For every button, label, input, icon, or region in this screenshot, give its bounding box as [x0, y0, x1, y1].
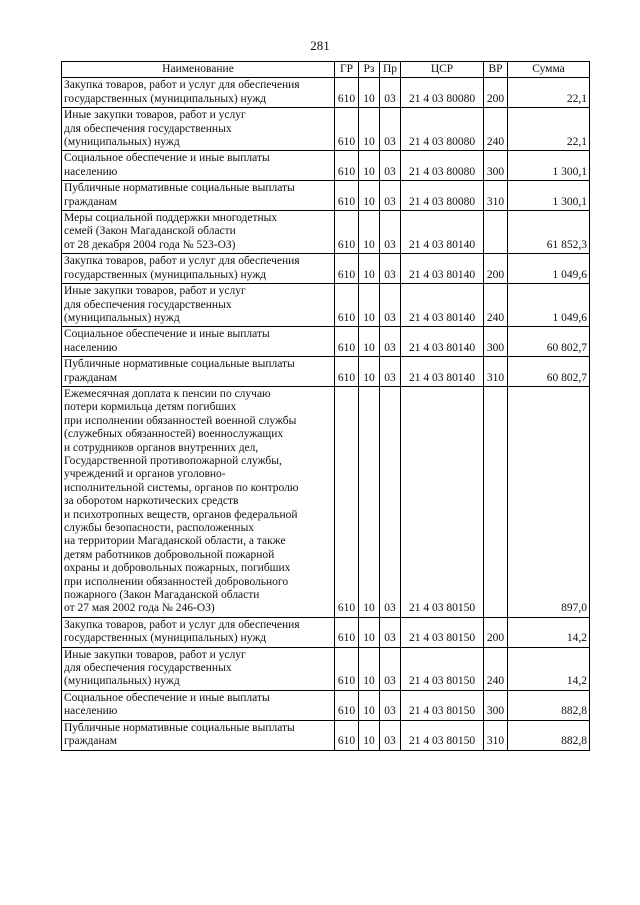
table-row [62, 720, 590, 750]
row-gr-cell: 610 [335, 78, 359, 108]
table-row [62, 181, 590, 211]
row-vr-cell: 240 [484, 284, 508, 327]
row-csr-cell: 21 4 03 80140 [401, 327, 484, 357]
row-vr-cell: 300 [484, 690, 508, 720]
row-gr-cell: 610 [335, 284, 359, 327]
row-rz-cell: 10 [359, 181, 380, 211]
row-sum-cell: 897,0 [508, 386, 590, 617]
column-header-csr: ЦСР [401, 62, 484, 78]
table-row [62, 617, 590, 647]
row-name-cell: Публичные нормативные социальные выплаты гражданам [62, 357, 335, 387]
column-header-vr: ВР [484, 62, 508, 78]
row-vr-cell [484, 211, 508, 254]
row-name-cell: Социальное обеспечение и иные выплаты населению [62, 151, 335, 181]
row-pr-cell: 03 [380, 211, 401, 254]
row-vr-cell: 240 [484, 108, 508, 151]
row-sum-cell: 1 049,6 [508, 254, 590, 284]
row-csr-cell: 21 4 03 80080 [401, 108, 484, 151]
row-vr-cell: 300 [484, 327, 508, 357]
row-name-cell: Иные закупки товаров, работ и услуг для обеспечения государственных (муниципальных) нужд [62, 647, 335, 690]
row-vr-cell: 310 [484, 720, 508, 750]
row-name-cell: Социальное обеспечение и иные выплаты населению [62, 327, 335, 357]
table-row [62, 690, 590, 720]
row-name-cell: Ежемесячная доплата к пенсии по случаю потери кормильца детям погибших при исполнении обязанностей военной службы (служебных обязанностей) военнослужащих и сотрудников органов внутренних дел, Государственной противопожарной службы, учреждений и органов уголовно- исполнительной системы, органов по контролю за оборотом наркотических средств и психотропных веществ, органов федеральной службы безопасности, расположенных на территории Магаданской области, а также детям работников добровольной пожарной охраны и добровольных пожарных, погибших при исполнении обязанностей добровольного пожарного (Закон Магаданской области от 27 мая 2002 года № 246-ОЗ) [62, 386, 335, 617]
budget-table [61, 61, 590, 751]
row-csr-cell: 21 4 03 80140 [401, 254, 484, 284]
table-row [62, 284, 590, 327]
row-rz-cell: 10 [359, 690, 380, 720]
row-name-cell: Закупка товаров, работ и услуг для обеспечения государственных (муниципальных) нужд [62, 254, 335, 284]
row-vr-cell: 310 [484, 181, 508, 211]
row-sum-cell: 61 852,3 [508, 211, 590, 254]
row-rz-cell: 10 [359, 327, 380, 357]
row-name-cell: Социальное обеспечение и иные выплаты населению [62, 690, 335, 720]
row-gr-cell: 610 [335, 108, 359, 151]
row-rz-cell: 10 [359, 211, 380, 254]
row-csr-cell: 21 4 03 80150 [401, 386, 484, 617]
row-vr-cell: 300 [484, 151, 508, 181]
row-gr-cell: 610 [335, 327, 359, 357]
row-gr-cell: 610 [335, 151, 359, 181]
row-csr-cell: 21 4 03 80080 [401, 78, 484, 108]
row-name-cell: Иные закупки товаров, работ и услуг для обеспечения государственных (муниципальных) нужд [62, 284, 335, 327]
row-sum-cell: 1 049,6 [508, 284, 590, 327]
row-gr-cell: 610 [335, 211, 359, 254]
row-vr-cell: 240 [484, 647, 508, 690]
row-sum-cell: 1 300,1 [508, 151, 590, 181]
row-rz-cell: 10 [359, 254, 380, 284]
row-rz-cell: 10 [359, 78, 380, 108]
row-pr-cell: 03 [380, 78, 401, 108]
row-sum-cell: 60 802,7 [508, 327, 590, 357]
row-pr-cell: 03 [380, 357, 401, 387]
row-rz-cell: 10 [359, 647, 380, 690]
row-gr-cell: 610 [335, 617, 359, 647]
row-pr-cell: 03 [380, 284, 401, 327]
column-header-pr: Пр [380, 62, 401, 78]
row-csr-cell: 21 4 03 80140 [401, 284, 484, 327]
row-vr-cell: 310 [484, 357, 508, 387]
row-csr-cell: 21 4 03 80080 [401, 151, 484, 181]
row-gr-cell: 610 [335, 357, 359, 387]
row-sum-cell: 60 802,7 [508, 357, 590, 387]
column-header-sum: Сумма [508, 62, 590, 78]
table-row [62, 211, 590, 254]
row-pr-cell: 03 [380, 690, 401, 720]
row-csr-cell: 21 4 03 80150 [401, 720, 484, 750]
row-name-cell: Публичные нормативные социальные выплаты гражданам [62, 720, 335, 750]
row-sum-cell: 22,1 [508, 78, 590, 108]
row-sum-cell: 882,8 [508, 720, 590, 750]
row-rz-cell: 10 [359, 108, 380, 151]
row-name-cell: Иные закупки товаров, работ и услуг для обеспечения государственных (муниципальных) нужд [62, 108, 335, 151]
row-rz-cell: 10 [359, 617, 380, 647]
table-header-row [62, 62, 590, 78]
row-pr-cell: 03 [380, 108, 401, 151]
row-name-cell: Закупка товаров, работ и услуг для обеспечения государственных (муниципальных) нужд [62, 78, 335, 108]
row-gr-cell: 610 [335, 720, 359, 750]
column-header-name: Наименование [62, 62, 335, 78]
row-csr-cell: 21 4 03 80140 [401, 357, 484, 387]
row-rz-cell: 10 [359, 357, 380, 387]
row-vr-cell: 200 [484, 254, 508, 284]
table-row [62, 647, 590, 690]
row-pr-cell: 03 [380, 327, 401, 357]
table-row [62, 108, 590, 151]
table-row [62, 386, 590, 617]
row-name-cell: Меры социальной поддержки многодетных семей (Закон Магаданской области от 28 декабря 2004 года № 523-ОЗ) [62, 211, 335, 254]
row-pr-cell: 03 [380, 254, 401, 284]
row-csr-cell: 21 4 03 80150 [401, 617, 484, 647]
row-sum-cell: 22,1 [508, 108, 590, 151]
row-csr-cell: 21 4 03 80150 [401, 690, 484, 720]
row-pr-cell: 03 [380, 647, 401, 690]
row-vr-cell [484, 386, 508, 617]
row-sum-cell: 1 300,1 [508, 181, 590, 211]
row-gr-cell: 610 [335, 181, 359, 211]
row-name-cell: Закупка товаров, работ и услуг для обеспечения государственных (муниципальных) нужд [62, 617, 335, 647]
row-rz-cell: 10 [359, 284, 380, 327]
row-name-cell: Публичные нормативные социальные выплаты гражданам [62, 181, 335, 211]
row-sum-cell: 14,2 [508, 647, 590, 690]
row-vr-cell: 200 [484, 78, 508, 108]
row-pr-cell: 03 [380, 720, 401, 750]
table-body [62, 78, 590, 750]
row-csr-cell: 21 4 03 80080 [401, 181, 484, 211]
row-rz-cell: 10 [359, 386, 380, 617]
page-number: 281 [310, 38, 330, 53]
row-pr-cell: 03 [380, 151, 401, 181]
table-row [62, 254, 590, 284]
row-pr-cell: 03 [380, 617, 401, 647]
table-row [62, 151, 590, 181]
row-pr-cell: 03 [380, 181, 401, 211]
column-header-gr: ГР [335, 62, 359, 78]
row-sum-cell: 882,8 [508, 690, 590, 720]
table-row [62, 327, 590, 357]
row-gr-cell: 610 [335, 386, 359, 617]
column-header-rz: Рз [359, 62, 380, 78]
row-sum-cell: 14,2 [508, 617, 590, 647]
row-csr-cell: 21 4 03 80150 [401, 647, 484, 690]
row-gr-cell: 610 [335, 690, 359, 720]
row-gr-cell: 610 [335, 254, 359, 284]
row-rz-cell: 10 [359, 151, 380, 181]
table-row [62, 78, 590, 108]
row-pr-cell: 03 [380, 386, 401, 617]
row-gr-cell: 610 [335, 647, 359, 690]
row-rz-cell: 10 [359, 720, 380, 750]
table-row [62, 357, 590, 387]
row-vr-cell: 200 [484, 617, 508, 647]
row-csr-cell: 21 4 03 80140 [401, 211, 484, 254]
